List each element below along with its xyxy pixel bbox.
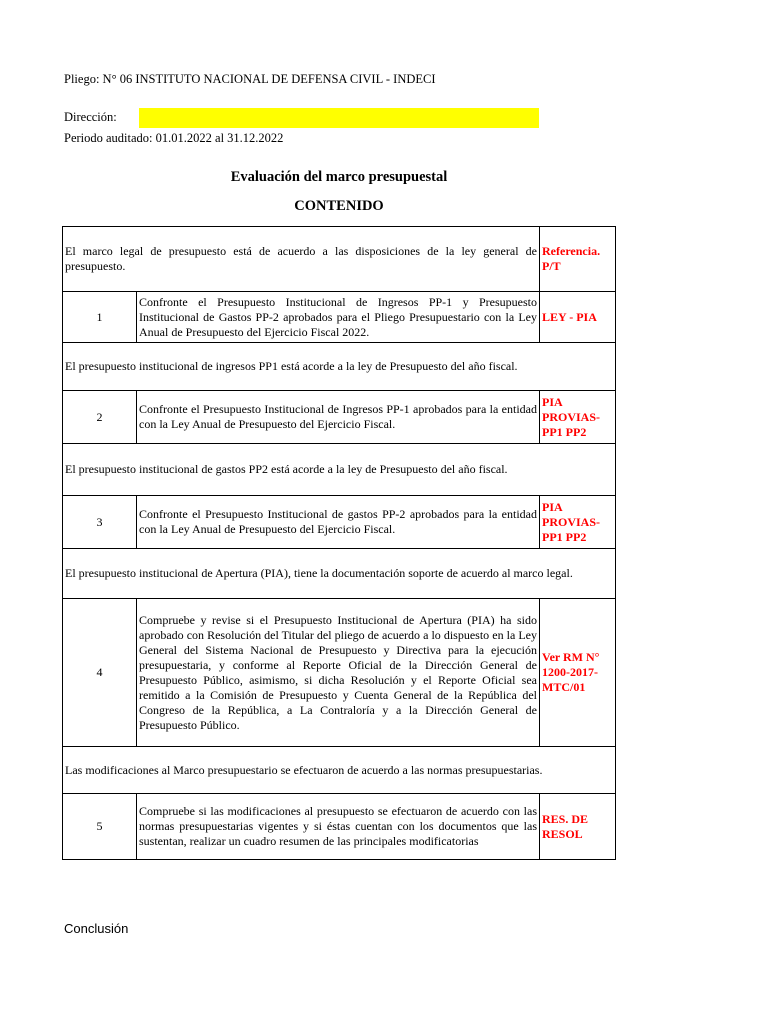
step-text: Confronte el Presupuesto Institucional de gastos PP-2 aprobados para la entidad con la Ley Anual de Presupuesto del Ejercicio Fiscal.: [137, 496, 540, 549]
table-row: [63, 391, 616, 444]
step-reference: Ver RM N° 1200-2017-MTC/01: [540, 599, 616, 747]
statement-text: El presupuesto institucional de ingresos PP1 está acorde a la ley de Presupuesto del año fiscal.: [63, 343, 616, 391]
step-number: 2: [63, 391, 137, 444]
step-reference: LEY - PIA: [540, 292, 616, 343]
page-title: Evaluación del marco presupuestal: [230, 169, 448, 185]
step-text: Compruebe si las modificaciones al presupuesto se efectuaron de acuerdo con las normas presupuestarias vigentes y si éstas cuentan con los documentos que las sustentan, realizar un cuadro resumen de las principales modificatorias: [137, 794, 540, 860]
table-row: [63, 747, 616, 794]
periodo-line: Periodo auditado: 01.01.2022 al 31.12.2022: [64, 131, 284, 145]
step-number: 4: [63, 599, 137, 747]
evaluation-table: [62, 226, 616, 860]
statement-text: El presupuesto institucional de gastos PP2 está acorde a la ley de Presupuesto del año fiscal.: [63, 444, 616, 496]
step-reference: PIA PROVIAS-PP1 PP2: [540, 496, 616, 549]
step-text: Confronte el Presupuesto Institucional de Ingresos PP-1 y Presupuesto Institucional de Gastos PP-2 aprobados para el Pliego Presupuestario con la Ley Anual de Presupuesto del Ejercicio Fiscal 2022.: [137, 292, 540, 343]
step-number: 3: [63, 496, 137, 549]
pliego-line: Pliego: N° 06 INSTITUTO NACIONAL DE DEFENSA CIVIL - INDECI: [64, 72, 436, 86]
step-reference: RES. DE RESOL: [540, 794, 616, 860]
table-row: [63, 794, 616, 860]
step-text: Confronte el Presupuesto Institucional de Ingresos PP-1 aprobados para la entidad con la Ley Anual de Presupuesto del Ejercicio Fiscal.: [137, 391, 540, 444]
table-row: [63, 599, 616, 747]
reference-header: Referencia. P/T: [540, 227, 616, 292]
step-text: Compruebe y revise si el Presupuesto Institucional de Apertura (PIA) ha sido aprobado con Resolución del Titular del pliego de acuerdo a lo dispuesto en la Ley General del Sistema Nacional de Presupuesto y Directiva para la ejecución presupuestaria, y conforme al Reporte Oficial de la Dirección General de Presupuesto Público, asimismo, si dicha Resolución y el Reporte Oficial sea remitido a la Comisión de Presupuesto y Cuenta General de la República del Congreso de la República, a La Contraloría y a la Dirección General de Presupuesto Público.: [137, 599, 540, 747]
table-row: [63, 496, 616, 549]
direccion-highlight: [139, 108, 539, 128]
step-number: 1: [63, 292, 137, 343]
table-row: [63, 343, 616, 391]
table-row: [63, 549, 616, 599]
table-row: [63, 444, 616, 496]
intro-text: El marco legal de presupuesto está de acuerdo a las disposiciones de la ley general de presupuesto.: [63, 227, 540, 292]
table-row: [63, 292, 616, 343]
statement-text: Las modificaciones al Marco presupuestario se efectuaron de acuerdo a las normas presupuestarias.: [63, 747, 616, 794]
page-subtitle: CONTENIDO: [294, 198, 384, 214]
step-number: 5: [63, 794, 137, 860]
step-reference: PIA PROVIAS-PP1 PP2: [540, 391, 616, 444]
statement-text: El presupuesto institucional de Apertura (PIA), tiene la documentación soporte de acuerdo al marco legal.: [63, 549, 616, 599]
direccion-label: Dirección:: [64, 110, 117, 124]
table-row: [63, 227, 616, 292]
conclusion-heading: Conclusión: [64, 921, 129, 936]
